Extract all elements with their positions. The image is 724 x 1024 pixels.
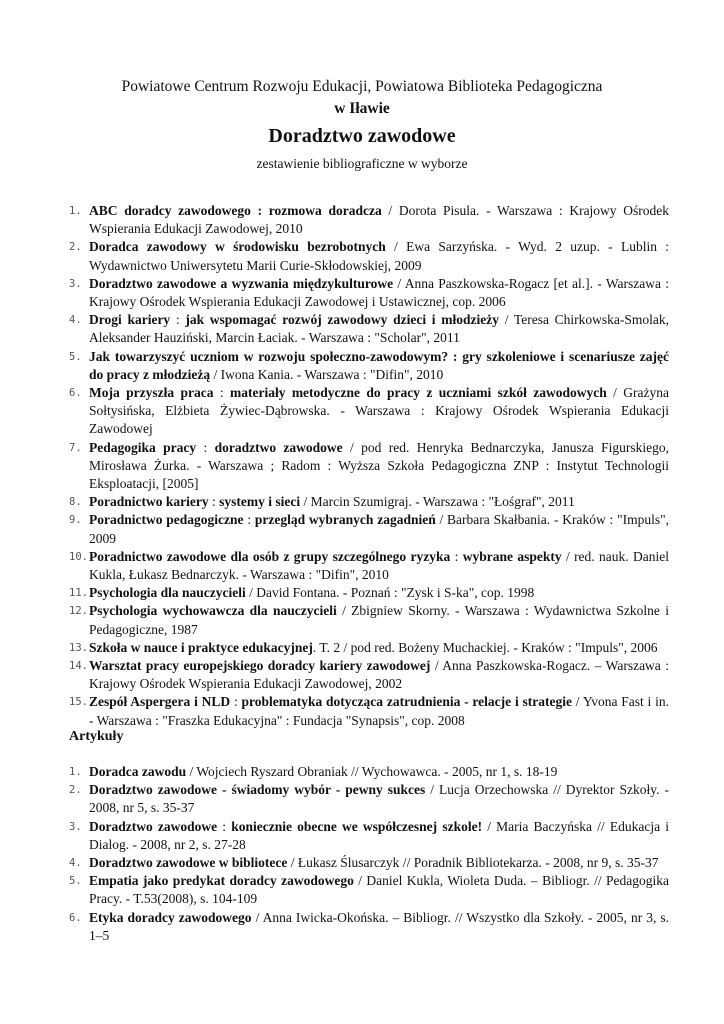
entry-details: : [243,512,255,528]
entry-details: / Zbigniew Skorny. - Warszawa : Wydawnictwa Szkolne i Pedagogiczne, 1987 [89,603,670,637]
entry-details: / Daniel Kukla, Wioleta Duda. – Bibliogr. // Pedagogika Pracy. - T.53(2008), s. 104-109 [89,873,669,907]
book-entry [69,693,669,729]
article-entry [69,781,669,817]
entry-number: 13. [69,641,88,654]
entry-title: Pedagogika pracy [89,439,197,455]
entry-number: 10. [69,550,88,563]
entry-number: 9. [69,514,82,527]
entry-details: / Wojciech Ryszard Obraniak // Wychowawca. - 2005, nr 1, s. 18-19 [186,764,558,779]
entry-number: 12. [69,605,88,618]
entry-details: : [196,439,215,455]
entry-details: / Lucja Orzechowska // Dyrektor Szkoły. - 2008, nr 5, s. 35-37 [89,782,669,816]
entry-details: / Anna Iwicka-Okońska. – Bibliogr. // Wszystko dla Szkoły. - 2005, nr 3, s. 1–5 [89,909,670,943]
entry-details: / Maria Baczyńska // Edukacja i Dialog. - 2008, nr 2, s. 27-28 [89,818,669,852]
entry-title: Doradztwo zawodowe a wyzwania międzykulturowe [89,275,394,291]
entry-number: 5. [69,875,82,888]
entry-title: Doradztwo zawodowe - świadomy wybór - pewny sukces [89,782,426,798]
entry-details: : [217,818,232,834]
entry-number: 4. [69,857,82,870]
entry-number: 8. [69,496,82,509]
article-entry [69,763,669,781]
entry-details: / Grażyna Sołtysińska, Elżbieta Żywiec-Dąbrowska. - Warszawa : Krajowy Ośrodek Wspierania Edukacji Zawodowej [89,385,669,437]
entry-details: : [230,694,242,710]
entry-number: 14. [69,660,88,673]
entry-number: 1. [69,205,82,217]
articles-list [69,763,669,945]
book-entry [69,311,669,347]
entry-title: wybrane aspekty [462,548,562,564]
entry-title: Warsztat pracy europejskiego doradcy kariery zawodowej [89,658,431,674]
entry-title: Psychologia dla nauczycieli [89,585,246,601]
entry-title: problematyka dotycząca zatrudnienia - relacje i strategie [241,694,572,710]
entry-title: Doradca zawodu [89,764,187,779]
entry-details: / Anna Paszkowska-Rogacz [et al.]. - Warszawa : Krajowy Ośrodek Wspierania Edukacji Zawodowej i Ustawicznej, cop. 2006 [89,275,669,310]
page-title: Doradztwo zawodowe [268,125,456,147]
entry-title: Doradztwo zawodowe w bibliotece [89,855,288,871]
book-entry [69,584,669,602]
entry-details: / David Fontana. - Poznań : "Zysk i S-ka", cop. 1998 [245,585,535,601]
articles-heading: Artykuły [69,729,124,744]
book-entry [69,548,669,584]
entry-number: 5. [69,350,82,363]
article-entry [69,872,669,908]
book-entry [69,275,669,311]
book-entry [69,202,669,238]
city-line: w Iławie [334,100,390,117]
entry-title: doradztwo zawodowe [214,439,343,455]
entry-title: Empatia jako predykat doradcy zawodowego [89,873,354,889]
entry-details: / Anna Paszkowska-Rogacz. – Warszawa : Krajowy Ośrodek Wspierania Edukacji Zawodowej, 2002 [89,658,669,692]
entry-title: Doradztwo zawodowe [89,818,218,834]
entry-title: Moja przyszła praca [89,385,214,401]
page-subtitle: zestawienie bibliograficzne w wyborze [256,156,468,171]
article-entry [69,909,669,945]
book-entry [69,238,669,274]
entry-details: : [450,548,463,564]
entry-title: koniecznie obecne we współczesnej szkole! [231,818,483,834]
entry-details: : [208,494,220,510]
entry-number: 1. [69,766,82,778]
entry-details: / Dorota Pisula. - Warszawa : Krajowy Ośrodek Wspierania Edukacji Zawodowej, 2010 [89,203,669,237]
entry-details: / pod red. Henryka Bednarczyka, Janusza Figurskiego, Mirosława Żurka. - Warszawa ; Radom : Wyższa Szkoła Pedagogiczna ZNP : Instytut Technologii Eksploatacji, [2005] [89,439,669,492]
entry-details: / Teresa Chirkowska-Smolak, Aleksander Hauziński, Marcin Łaciak. - Warszawa : "Scholar", 2011 [89,312,670,346]
entry-details: : [213,385,230,401]
entry-title: Poradnictwo kariery [89,494,209,510]
entry-number: 3. [69,277,82,290]
entry-details: / Łukasz Ślusarczyk // Poradnik Bibliotekarza. - 2008, nr 9, s. 35-37 [287,855,659,871]
entry-title: Zespół Aspergera i NLD [89,694,231,710]
entry-details: : [170,312,186,328]
entry-title: Doradca zawodowy w środowisku bezrobotnych [89,239,386,255]
entry-number: 6. [69,387,82,400]
entry-title: ABC doradcy zawodowego : rozmowa doradcza [89,203,382,218]
entry-title: Drogi kariery [89,312,171,328]
entry-title: Psychologia wychowawcza dla nauczycieli [89,603,337,619]
entry-number: 2. [69,784,82,797]
entry-title: przegląd wybranych zagadnień [254,512,436,528]
entry-details: / Barbara Skałbania. - Kraków : "Impuls", 2009 [89,512,669,546]
entry-number: 3. [69,820,82,833]
book-entry [69,602,669,638]
entry-title: materiały metodyczne do pracy z uczniami szkół zawodowych [229,385,607,401]
book-entry [69,384,669,439]
book-entry [69,511,669,547]
entry-number: 7. [69,441,82,454]
entry-number: 11. [69,587,88,600]
book-entry [69,639,669,657]
article-entry [69,818,669,854]
entry-details: / red. nauk. Daniel Kukla, Łukasz Bednarczyk. - Warszawa : "Difin", 2010 [89,548,669,583]
entry-details: / Ewa Sarzyńska. - Wyd. 2 uzup. - Lublin : Wydawnictwo Uniwersytetu Marii Curie-Skłodowskiej, 2009 [89,239,670,273]
entry-title: Poradnictwo zawodowe dla osób z grupy szczególnego ryzyka [89,548,451,564]
entry-number: 2. [69,241,82,254]
entry-number: 15. [69,696,88,709]
entry-details: / Iwona Kania. - Warszawa : "Difin", 2010 [210,366,444,382]
book-entry [69,493,669,511]
entry-title: jak wspomagać rozwój zawodowy dzieci i młodzieży [185,312,499,328]
entry-details: / Marcin Szumigraj. - Warszawa : "Łośgraf", 2011 [300,494,575,510]
entry-title: Szkoła w nauce i praktyce edukacyjnej [89,639,313,655]
entry-number: 6. [69,911,82,924]
entry-title: systemy i sieci [219,494,301,510]
book-entry [69,348,669,384]
entry-number: 4. [69,314,82,327]
entry-title: Etyka doradcy zawodowego [89,909,252,925]
institution-line: Powiatowe Centrum Rozwoju Edukacji, Powiatowa Biblioteka Pedagogiczna [121,78,603,95]
book-entry [69,657,669,693]
entry-title: Poradnictwo pedagogiczne [89,512,244,528]
entry-details: . T. 2 / pod red. Bożeny Muchackiej. - Kraków : "Impuls", 2006 [312,639,658,655]
books-list [69,202,669,730]
entry-details: / Yvona Fast i in. - Warszawa : "Fraszka Edukacyjna" : Fundacja "Synapsis", cop. 2008 [89,694,669,728]
book-entry [69,439,669,494]
article-entry [69,854,669,872]
entry-title: Jak towarzyszyć uczniom w rozwoju społeczno-zawodowym? : gry szkoleniowe i scenariusze zajęć do pracy z młodzieżą [89,348,669,382]
